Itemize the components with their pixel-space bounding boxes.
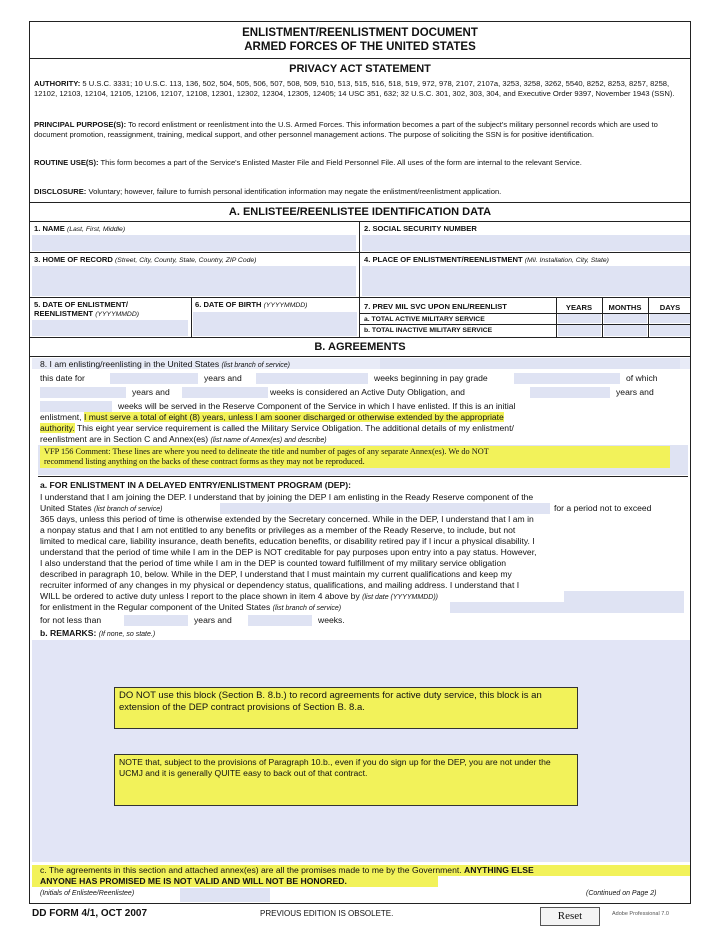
home-record-label: 3. HOME OF RECORD (Street, City, County, State, Country, ZIP Code) — [34, 255, 257, 264]
section-a-title: A. ENLISTEE/REENLISTEE IDENTIFICATION DATA — [228, 206, 492, 218]
place-enlistment-label: 4. PLACE OF ENLISTMENT/REENLISTMENT (Mil. Installation, City, State) — [364, 255, 609, 264]
disclosure-text: DISCLOSURE: Voluntary; however, failure to furnish personal identification information may negate the enlistment/reenlistment application. — [34, 187, 502, 196]
purpose-text: PRINCIPAL PURPOSE(S): To record enlistment or reenlistment into the U.S. Armed Forces. This information becomes a part of the subject's military personnel records which are used to document promotion, reassignment, training, medical support, and other personnel management actions. The purpose of soliciting the SSN is for positive identification. — [34, 120, 658, 139]
dep-text: I also understand that the period of time while I am in the DEP is counted toward fulfillment of my military service obligation — [40, 558, 507, 568]
years-header: YEARS — [565, 303, 593, 312]
remarks-label: b. REMARKS: (If none, so state.) — [40, 628, 156, 638]
dep-text: I understand that I am joining the DEP. I understand that by joining the DEP I am enlisting in the Ready Reserve component of the — [40, 492, 534, 502]
para-8-text: weeks beginning in pay grade — [374, 373, 488, 383]
divider — [30, 202, 690, 203]
divider — [30, 297, 690, 298]
para-8-text: this date for — [40, 373, 85, 383]
dep-branch-field[interactable] — [220, 503, 550, 514]
home-record-field[interactable] — [32, 266, 356, 296]
reserve-years-field[interactable] — [530, 387, 610, 398]
dep-text: 365 days, unless this period of time is otherwise extended by the Secretary concerned. While in the DEP, I understand that I am in — [40, 514, 534, 524]
remarks-note-1: DO NOT use this block (Section B. 8.b.) to record agreements for active duty service, this block is an extension of the DEP contract provisions of Section B. 8.a. — [114, 687, 578, 729]
para-8-text: reenlistment are in Section C and Annex(es) (list name of Annex(es) and describe) — [40, 434, 327, 444]
para-8-text: of which — [626, 373, 658, 383]
active-months-field[interactable] — [604, 314, 647, 323]
dep-text: described in paragraph 10, below. While in the DEP, I understand that I must maintain my current qualifications and keep my — [40, 569, 512, 579]
obsolete-notice: PREVIOUS EDITION IS OBSOLETE. — [260, 909, 394, 918]
divider — [359, 221, 360, 337]
dep-text: years and — [194, 615, 232, 625]
min-weeks-field[interactable] — [248, 615, 312, 626]
form-number: DD FORM 4/1, OCT 2007 — [32, 908, 148, 919]
name-label: 1. NAME (Last, First, Middle) — [34, 224, 126, 233]
para-8-text: years and — [616, 387, 654, 397]
dep-text: for enlistment in the Regular component of the United States (list branch of service) — [40, 602, 342, 612]
active-years-field[interactable] — [40, 387, 126, 398]
para-8-text: enlistment, I must serve a total of eight (8) years, unless I am sooner discharged or otherwise extended by the appropriate — [40, 412, 504, 422]
dep-text: limited to medical care, liability insurance, death benefits, education benefits, or disability retired pay if I incur a physical disability. I — [40, 536, 535, 546]
dep-text: for a period not to exceed — [554, 503, 652, 513]
form-title: ENLISTMENT/REENLISTMENT DOCUMENT — [242, 27, 478, 39]
para-8-text: weeks is considered an Active Duty Obligation, and — [270, 387, 465, 397]
divider — [30, 252, 690, 253]
agreement-statement: ANYONE HAS PROMISED ME IS NOT VALID AND WILL NOT BE HONORED. — [32, 876, 438, 887]
dep-text: United States (list branch of service) — [40, 503, 163, 513]
prev-service-label: 7. PREV MIL SVC UPON ENL/REENLIST — [364, 302, 507, 311]
divider — [30, 337, 690, 338]
dep-text: a nonpay status and that I am not entitled to any benefits or privileges as a member of the Ready Reserve, to include, but not — [40, 525, 516, 535]
authority-text: AUTHORITY: 5 U.S.C. 3331; 10 U.S.C. 113, 136, 502, 504, 505, 506, 507, 508, 509, 510, 513, 515, 516, 518, 519, 972, 978, 2107, 2107a, 3253, 3258, 3262, 5540, 8252, 8253, 8257, 8258, 12102, 12103, 12104, 12105, 12106, 12107, 12108, 12301, 12302, 12304, 12305, 12405; 14 USC 351, 632; 32 U.S.C. 301, 302, 303, 304, and Executive Order 9397, November 1943 (SSN). — [34, 79, 675, 98]
inactive-years-field[interactable] — [558, 325, 601, 336]
remarks-note-2: NOTE that, subject to the provisions of Paragraph 10.b., even if you do sign up for the DEP, you are not under the UCMJ and it is generally QUITE easy to back out of that contract. — [114, 754, 578, 806]
continued-label: (Continued on Page 2) — [586, 890, 657, 897]
dep-text: WILL be ordered to active duty unless I report to the place shown in item 4 above by (list date (YYYYMMDD)) — [40, 591, 438, 601]
para-8-text: authority. This eight year service requirement is called the Military Service Obligation. The additional details of my enlistment/ — [40, 423, 514, 433]
place-enlistment-field[interactable] — [362, 266, 690, 296]
days-header: DAYS — [659, 303, 681, 312]
adobe-label: Adobe Professional 7.0 — [612, 911, 669, 917]
divider — [38, 476, 688, 477]
para-8-line1: 8. I am enlisting/reenlisting in the United States (list branch of service) — [40, 359, 290, 369]
date-enlistment-label: 5. DATE OF ENLISTMENT/ REENLISTMENT (YYYYMMDD) — [34, 300, 140, 318]
date-birth-field[interactable] — [193, 312, 357, 336]
para-8-text: weeks will be served in the Reserve Component of the Service in which I have enlisted. If this is an initial — [118, 401, 516, 411]
active-years-field[interactable] — [558, 314, 601, 323]
para-8-text: years and — [204, 373, 242, 383]
reserve-weeks-field[interactable] — [40, 401, 112, 412]
weeks-field[interactable] — [256, 373, 368, 384]
branch-field[interactable] — [380, 358, 680, 369]
report-date-field[interactable] — [564, 591, 684, 602]
min-years-field[interactable] — [124, 615, 188, 626]
divider — [30, 221, 690, 222]
inactive-days-field[interactable] — [650, 325, 690, 336]
dep-text: recruiter informed of any changes in my physical or dependency status, qualifications, and mailing address. I understand that I — [40, 580, 520, 590]
privacy-heading: PRIVACY ACT STATEMENT — [289, 63, 431, 75]
pay-grade-field[interactable] — [514, 373, 620, 384]
enlistment-form — [29, 21, 691, 904]
agreement-statement: c. The agreements in this section and attached annex(es) are all the promises made to me by the Government. ANYTHING ELSE — [32, 865, 690, 876]
divider — [191, 297, 192, 337]
routine-use-text: ROUTINE USE(S): This form becomes a part of the Service's Enlisted Master File and Field Personnel File. All uses of the form are internal to the relevant Service. — [34, 158, 582, 167]
name-field[interactable] — [32, 235, 356, 251]
initials-label: (Initials of Enlistee/Reenlistee) — [40, 890, 135, 897]
dep-text: for not less than — [40, 615, 102, 625]
active-days-field[interactable] — [650, 314, 690, 323]
para-8-text: years and — [132, 387, 170, 397]
reset-button[interactable]: Reset — [540, 907, 600, 926]
years-field[interactable] — [110, 373, 198, 384]
ssn-label: 2. SOCIAL SECURITY NUMBER — [364, 224, 477, 233]
section-b-title: B. AGREEMENTS — [314, 341, 406, 353]
remarks-field[interactable] — [32, 640, 690, 862]
months-header: MONTHS — [608, 303, 642, 312]
dep-text: understand that the period of time while I am in the DEP is NOT creditable for pay purposes upon entry into a pay status. However, — [40, 547, 537, 557]
date-enlistment-field[interactable] — [32, 320, 188, 336]
initials-field[interactable] — [180, 888, 270, 902]
dep-title: a. FOR ENLISTMENT IN A DELAYED ENTRY/ENLISTMENT PROGRAM (DEP): — [40, 480, 351, 490]
inactive-months-field[interactable] — [604, 325, 647, 336]
active-weeks-field[interactable] — [182, 387, 268, 398]
regular-branch-field[interactable] — [450, 602, 684, 613]
vfp-comment: VFP 156 Comment: These lines are where you need to delineate the title and number of pages of any separate Annex(es). We do NOT recommend listing anything on the backs of these contract forms as they may not be reproduced. — [40, 446, 670, 468]
date-birth-label: 6. DATE OF BIRTH (YYYYMMDD) — [195, 300, 308, 309]
form-subtitle: ARMED FORCES OF THE UNITED STATES — [244, 41, 476, 53]
divider — [30, 356, 690, 357]
inactive-service-label: b. TOTAL INACTIVE MILITARY SERVICE — [364, 327, 493, 334]
ssn-field[interactable] — [362, 235, 690, 251]
active-service-label: a. TOTAL ACTIVE MILITARY SERVICE — [364, 316, 485, 323]
dep-text: weeks. — [318, 615, 345, 625]
divider — [30, 58, 690, 59]
